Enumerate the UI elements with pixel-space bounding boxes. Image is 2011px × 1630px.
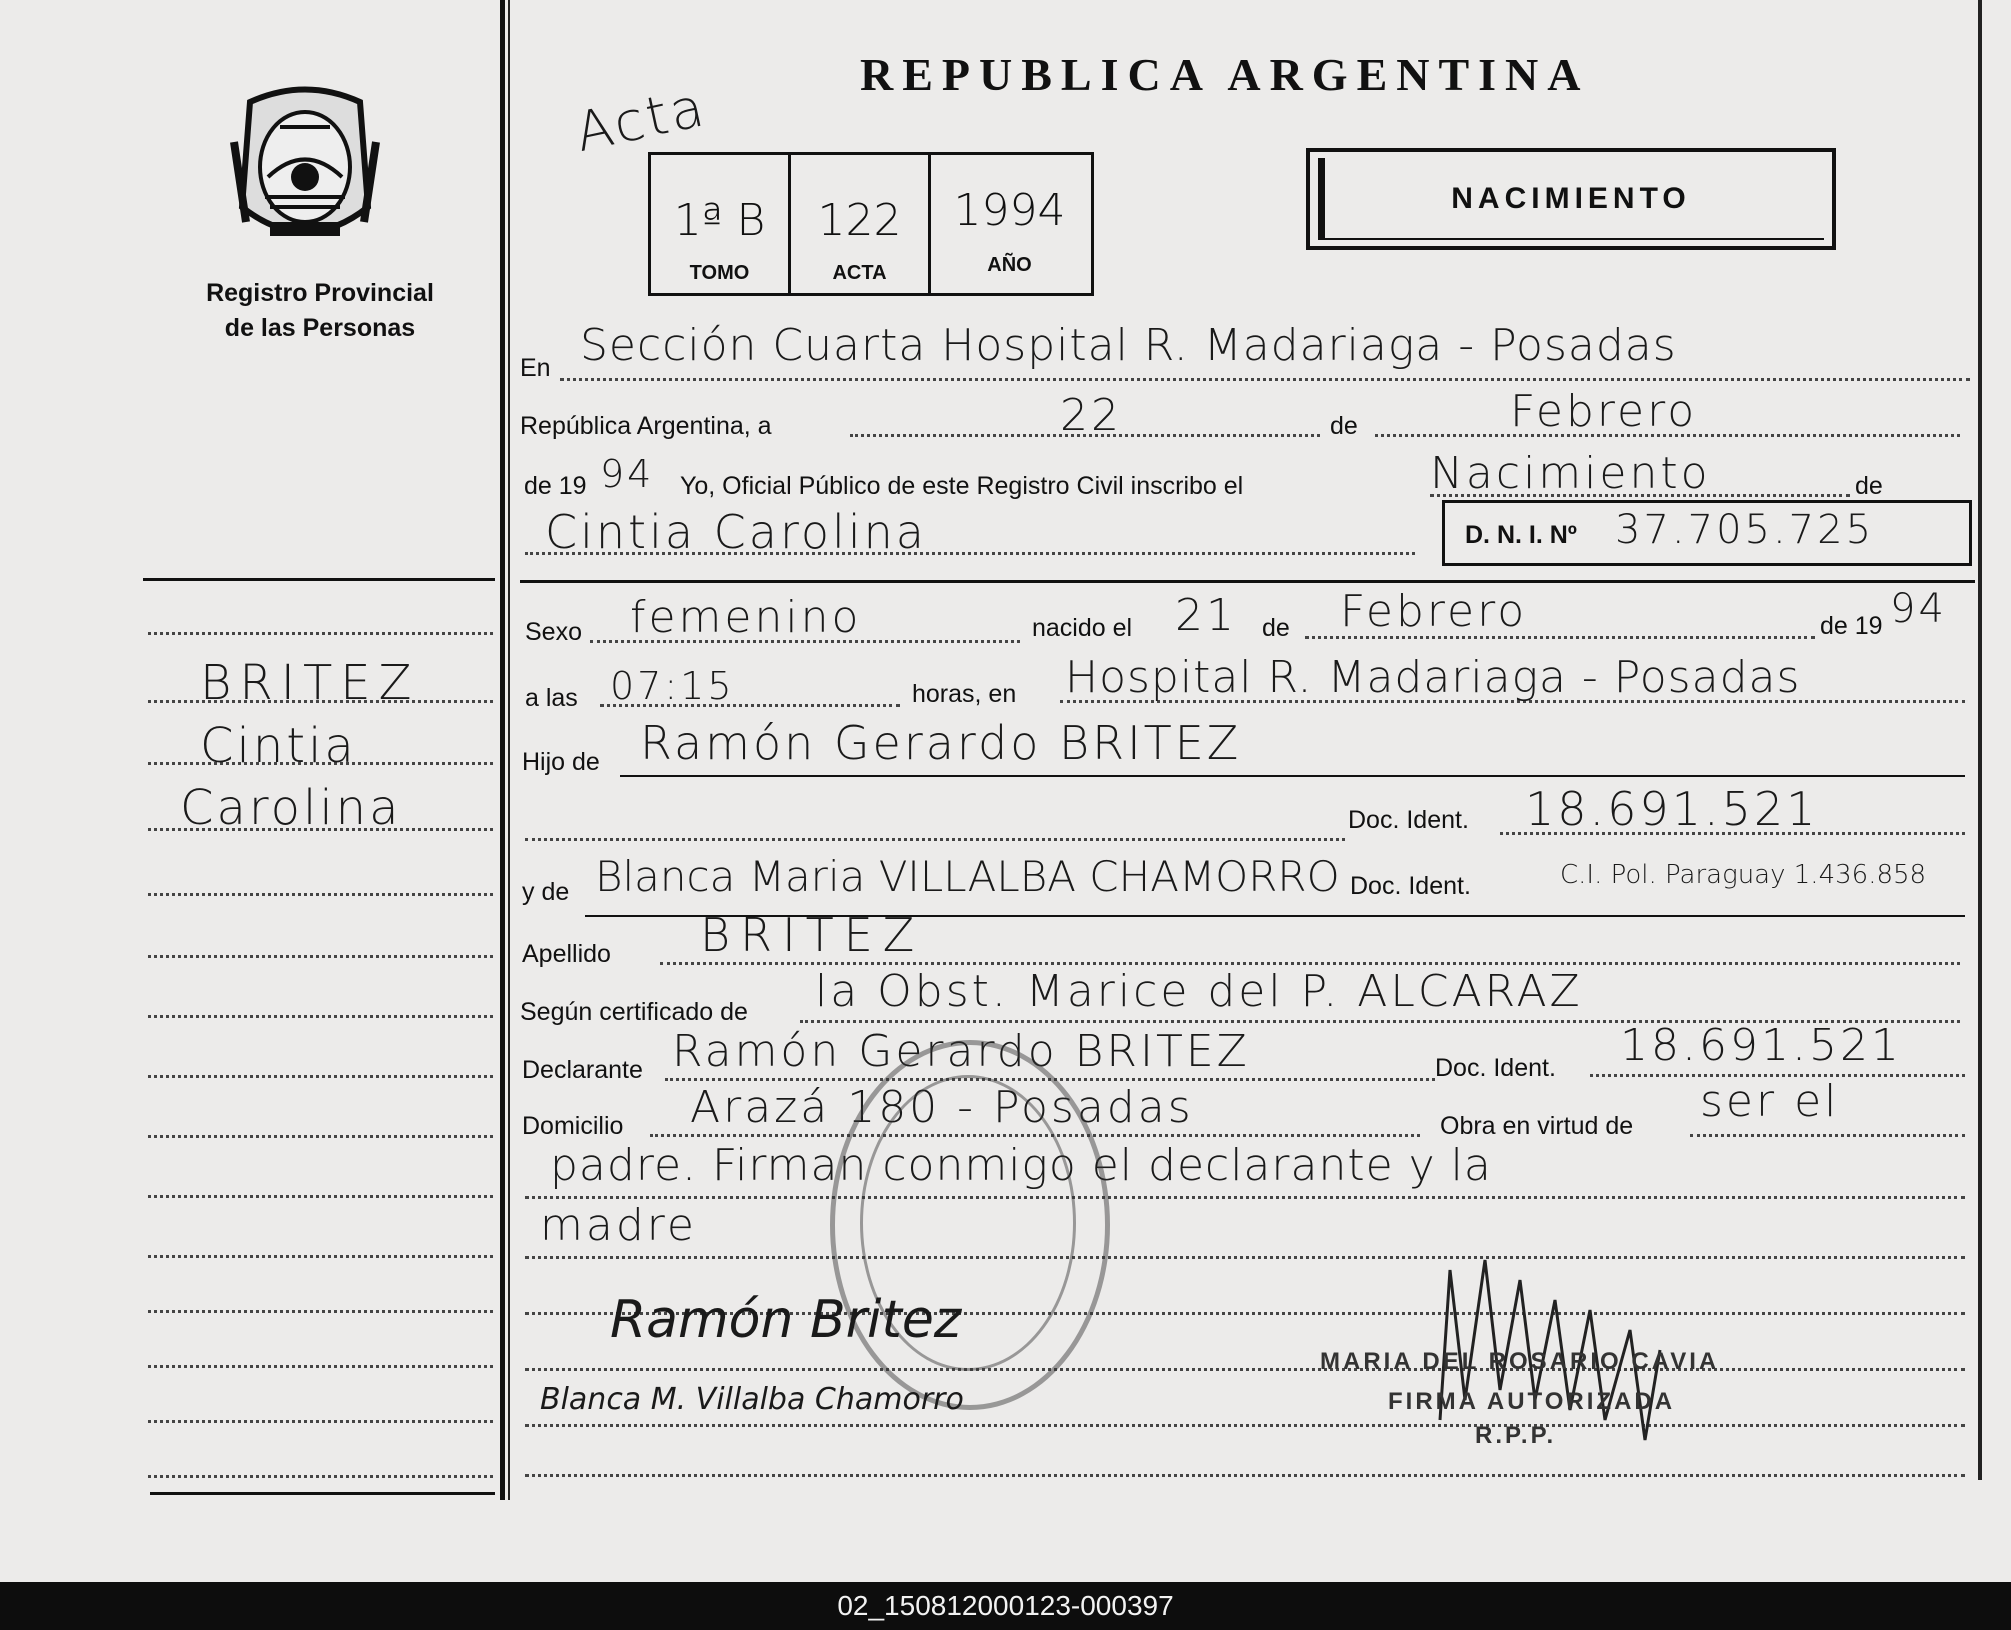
document-type: NACIMIENTO: [1451, 182, 1691, 215]
declarante-label: Declarante: [522, 1056, 643, 1084]
apellido-value: BRITEZ: [700, 908, 925, 962]
obra-label: Obra en virtud de: [1440, 1112, 1634, 1140]
de-label-2: de: [1855, 472, 1883, 500]
declarante-doc: 18.691.521: [1620, 1020, 1902, 1071]
birth-month: Febrero: [1340, 586, 1528, 637]
official-name: MARIA DEL ROSARIO CAVIA: [1320, 1348, 1720, 1375]
anio-value: 1994: [953, 185, 1066, 236]
hijo-label: Hijo de: [522, 748, 600, 776]
anio-label: AÑO: [987, 254, 1032, 276]
month-value: Febrero: [1510, 386, 1698, 437]
margin-second-name: Carolina: [180, 780, 402, 836]
de-label: de: [1330, 412, 1358, 440]
sexo-label: Sexo: [525, 618, 582, 646]
registered-name: Cintia Carolina: [545, 505, 927, 559]
oficial-text: Yo, Oficial Público de este Registro Civil inscribo el: [680, 472, 1244, 500]
record-box: [648, 152, 1094, 296]
dni-box: [1442, 500, 1972, 566]
acta-value: 122: [817, 195, 902, 246]
obra-value: ser el: [1700, 1076, 1840, 1127]
doc-ident-label-2: Doc. Ident.: [1350, 872, 1471, 900]
doc-ident-label-3: Doc. Ident.: [1435, 1054, 1556, 1082]
margin-column: [0, 0, 500, 1582]
domicilio-label: Domicilio: [522, 1112, 624, 1140]
father-value: Ramón Gerardo BRITEZ: [640, 716, 1242, 770]
birth-year-label: de 19: [1820, 612, 1883, 640]
year-suffix-value: 94: [600, 452, 655, 496]
year-prefix-label: de 19: [524, 472, 587, 500]
day-value: 22: [1060, 390, 1122, 441]
dni-label: D. N. I. Nº: [1465, 521, 1577, 549]
official-title: FIRMA AUTORIZADA: [1388, 1388, 1676, 1415]
horas-label: horas, en: [912, 680, 1017, 708]
apellido-label: Apellido: [522, 940, 611, 968]
official-stamp: [830, 1040, 1110, 1410]
birth-day: 21: [1175, 590, 1237, 641]
place-value: Hospital R. Madariaga - Posadas: [1065, 652, 1801, 703]
republica-label: República Argentina, a: [520, 412, 772, 440]
en-value: Sección Cuarta Hospital R. Madariaga - Posadas: [580, 320, 1677, 371]
y-de-label: y de: [522, 878, 570, 906]
sexo-value: femenino: [630, 592, 862, 643]
doc-ident-label: Doc. Ident.: [1348, 806, 1469, 834]
a-las-label: a las: [525, 684, 578, 712]
hour-value: 07:15: [610, 664, 735, 708]
obra-continuation-1: padre. Firman conmigo el declarante y la: [550, 1140, 1492, 1191]
mother-value: Blanca Maria VILLALBA CHAMORRO: [595, 852, 1340, 901]
en-label: En: [520, 354, 551, 382]
scan-id-footer: 02_150812000123-000397: [837, 1590, 1174, 1621]
declarante-value: Ramón Gerardo BRITEZ: [672, 1026, 1250, 1077]
dni-value: 37.705.725: [1615, 507, 1875, 553]
obra-continuation-2: madre: [540, 1200, 697, 1251]
tomo-value: 1ª B: [673, 195, 766, 246]
birth-de-label: de: [1262, 614, 1290, 642]
signature-father: Ramón Britez: [610, 1290, 962, 1350]
segun-value: la Obst. Marice del P. ALCARAZ: [815, 966, 1583, 1017]
father-doc: 18.691.521: [1525, 782, 1819, 836]
document-type-box: [1306, 148, 1836, 250]
signature-mother: Blanca M. Villalba Chamorro: [540, 1382, 964, 1417]
corner-note: Acta: [569, 74, 713, 165]
registry-name: Registro Provincial de las Personas: [206, 279, 434, 342]
inscribo-value: Nacimiento: [1430, 448, 1711, 499]
official-office: R.P.P.: [1475, 1422, 1557, 1449]
margin-first-name: Cintia: [200, 718, 357, 774]
margin-surname: BRITEZ: [200, 655, 420, 711]
birth-year-value: 94: [1890, 586, 1947, 632]
acta-label: ACTA: [832, 262, 887, 284]
domicilio-value: Arazá 180 - Posadas: [690, 1082, 1194, 1133]
nacido-label: nacido el: [1032, 614, 1133, 642]
provincial-seal-icon: [230, 82, 380, 247]
country-title: REPUBLICA ARGENTINA: [860, 49, 1590, 100]
tomo-label: TOMO: [689, 262, 750, 284]
mother-doc: C.I. Pol. Paraguay 1.436.858: [1560, 860, 1927, 890]
segun-label: Según certificado de: [520, 998, 748, 1026]
